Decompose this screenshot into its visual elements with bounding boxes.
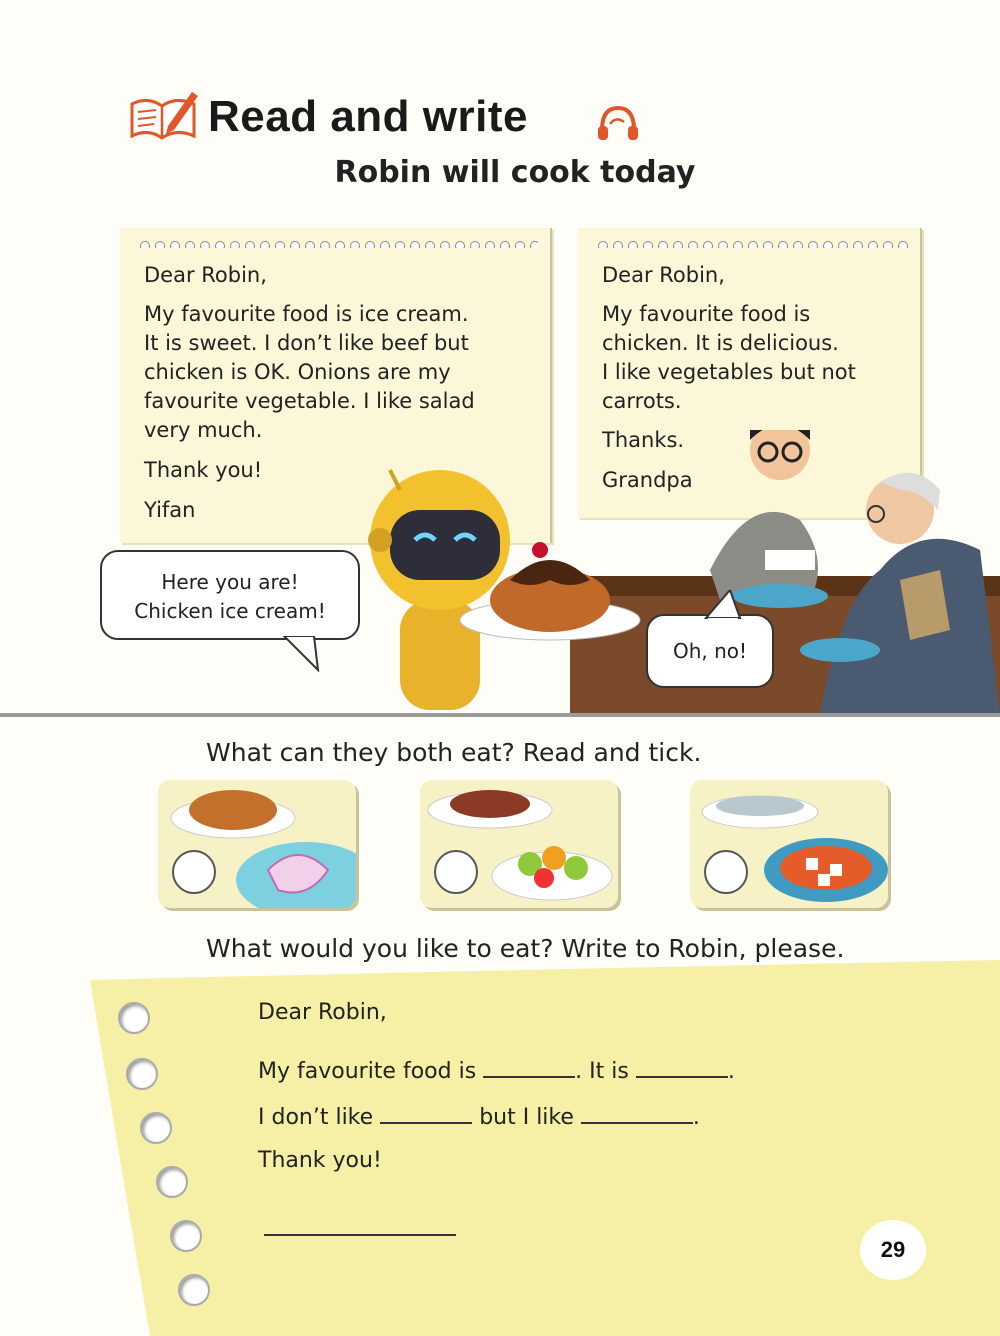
write-text: but I like <box>479 1105 574 1130</box>
letter-body-line: It is sweet. I don’t like beef but <box>144 331 469 355</box>
speech-tail <box>280 636 320 672</box>
letter-body-line: carrots. <box>602 389 682 413</box>
boy-figure <box>710 430 818 600</box>
blank-like[interactable] <box>581 1102 693 1124</box>
write-line-1 <box>258 1056 735 1084</box>
paper-ring <box>170 1220 202 1252</box>
letter-body-line: favourite vegetable. I like salad <box>144 389 475 413</box>
food-option-beef-salad[interactable] <box>420 780 618 908</box>
page-subtitle: Robin will cook today <box>334 155 696 190</box>
letter-body-line: chicken. It is delicious. <box>602 331 839 355</box>
letter-signature: Yifan <box>144 498 196 522</box>
blank-signature[interactable] <box>264 1234 456 1236</box>
write-line-2 <box>258 1102 700 1130</box>
card-holes <box>598 236 908 248</box>
exercise-question-write: What would you like to eat? Write to Robin, please. <box>206 934 845 963</box>
exercise-question-tick: What can they both eat? Read and tick. <box>206 738 702 767</box>
letter-signature: Grandpa <box>602 468 693 492</box>
section-divider <box>0 713 1000 717</box>
write-text: I don’t like <box>258 1105 374 1130</box>
robot-figure <box>368 470 510 710</box>
write-text: . <box>727 1059 735 1084</box>
speech-line: Oh, no! <box>672 639 748 663</box>
page-title: Read and write <box>208 92 528 141</box>
read-write-icon <box>128 86 200 144</box>
letter-closing: Thank you! <box>144 458 263 482</box>
boy-speech-bubble <box>646 614 774 688</box>
speech-line: Chicken ice cream! <box>134 599 326 623</box>
write-text: My favourite food is <box>258 1059 477 1084</box>
write-greeting: Dear Robin, <box>258 1000 387 1025</box>
food-option-chicken-onions[interactable] <box>158 780 356 908</box>
food-option-fish-tofu[interactable] <box>690 780 888 908</box>
tick-checkbox[interactable] <box>172 850 216 894</box>
paper-ring <box>156 1166 188 1198</box>
blank-dislike[interactable] <box>380 1102 472 1124</box>
paper-ring <box>126 1058 158 1090</box>
paper-ring <box>140 1112 172 1144</box>
headphones-icon[interactable] <box>596 102 640 144</box>
letter-body-line: I like vegetables but not <box>602 360 856 384</box>
letter-body-line: very much. <box>144 418 263 442</box>
letter-body-line: My favourite food is <box>602 302 811 326</box>
speech-tail <box>700 590 744 620</box>
letter-greeting: Dear Robin, <box>602 263 725 287</box>
letter-greeting: Dear Robin, <box>144 263 267 287</box>
write-text: . It is <box>575 1059 629 1084</box>
blank-taste[interactable] <box>636 1056 728 1078</box>
letter-body-line: My favourite food is ice cream. <box>144 302 469 326</box>
letter-body-line: chicken is OK. Onions are my <box>144 360 451 384</box>
tick-checkbox[interactable] <box>704 850 748 894</box>
letter-closing: Thanks. <box>602 428 685 452</box>
card-holes <box>140 236 538 248</box>
write-closing: Thank you! <box>258 1148 382 1173</box>
paper-ring <box>178 1274 210 1306</box>
tick-checkbox[interactable] <box>434 850 478 894</box>
write-text: . <box>692 1105 700 1130</box>
page-number: 29 <box>860 1220 926 1280</box>
robot-speech-bubble <box>100 550 360 640</box>
blank-favourite-food[interactable] <box>483 1056 575 1078</box>
paper-ring <box>118 1002 150 1034</box>
writing-paper <box>0 960 1000 1336</box>
speech-line: Here you are! <box>161 570 299 594</box>
